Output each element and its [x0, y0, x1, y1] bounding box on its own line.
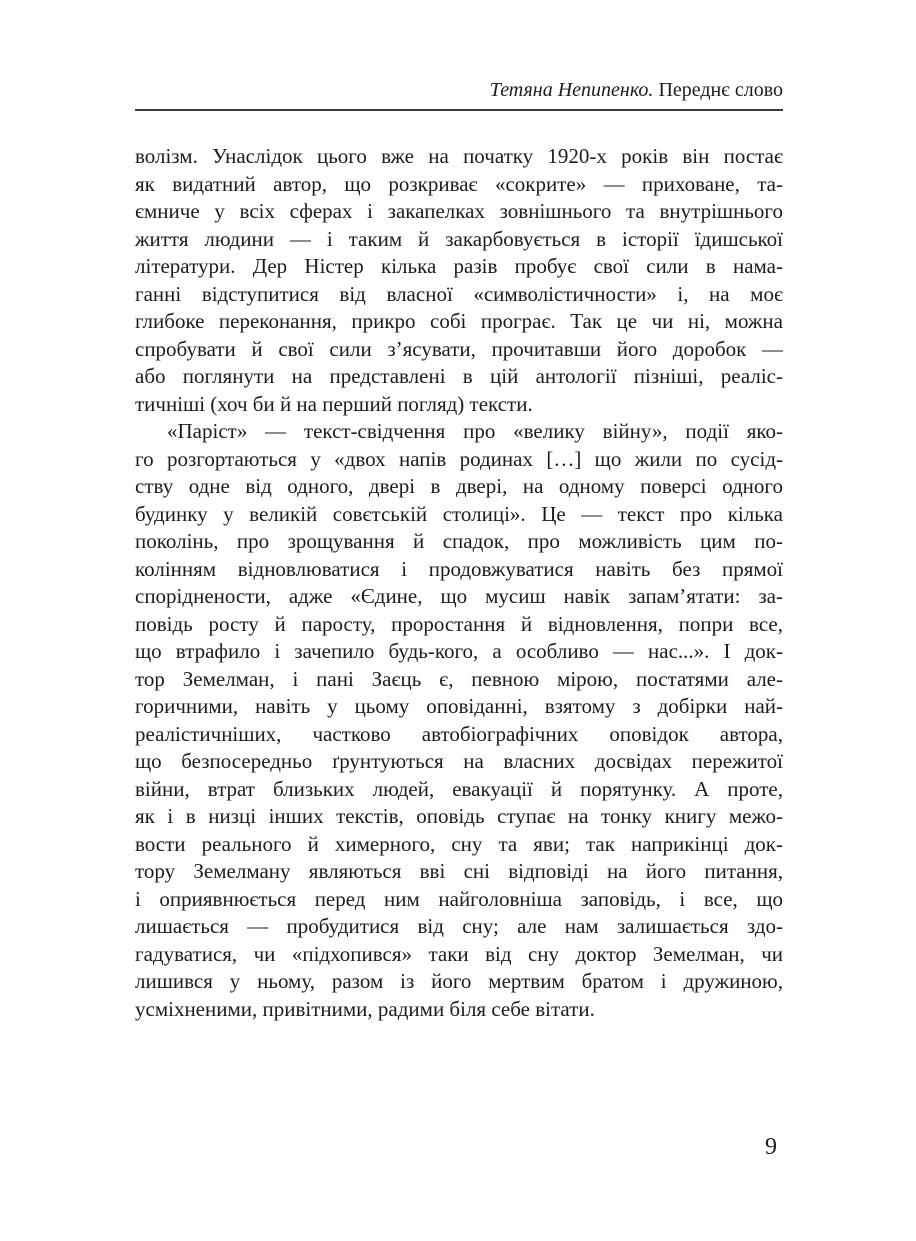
text-line: ганні відступитися від власної «символістичности» і, на моє: [135, 281, 783, 306]
text-line: го розгортаються у «двох напів родинах […] що жили по сусід-: [135, 446, 783, 471]
text-line: гадуватися, чи «підхопився» таки від сну доктор Земелман, чи: [135, 941, 783, 966]
text-line: споріднености, адже «Єдине, що мусиш навік запам’ятати: за-: [135, 584, 783, 608]
text-line: реалістичніших, частково автобіографічних оповідок автора,: [135, 721, 783, 746]
text-line: тичніші (хоч би й на перший погляд) тексти.: [135, 391, 533, 416]
running-header-section-title: Переднє слово: [658, 79, 783, 101]
text-line: колінням відновлюватися і продовжуватися навіть без прямої: [135, 556, 783, 581]
paragraph-parist: [135, 418, 783, 1023]
body-text: [135, 143, 783, 1023]
text-line: лишається — пробудитися від сну; але нам залишається здо-: [135, 914, 783, 938]
paragraph-continuation: [135, 143, 783, 418]
text-line: горичними, навіть у цьому оповіданні, взятому з добірки най-: [135, 694, 783, 718]
text-line: глибоке переконання, прикро собі програє. Так це чи ні, можна: [135, 309, 783, 333]
text-line: тор Земелман, і пані Заєць є, певною мірою, постатями але-: [135, 666, 783, 691]
text-line: життя людини — і таким й закарбовується в історії їдишської: [135, 226, 783, 251]
text-line: вости реального й химерного, сну та яви; так наприкінці док-: [135, 831, 783, 856]
text-line: ству одне від одного, двері в двері, на одному поверсі одного: [135, 474, 783, 498]
text-line: як видатний автор, що розкриває «сокрите» — приховане, та-: [135, 171, 783, 196]
text-line: і оприявнюється перед ним найголовніша заповідь, і все, що: [135, 886, 783, 911]
text-line: як і в низці інших текстів, оповідь ступає на тонку книгу межо-: [135, 804, 783, 828]
text-line: волізм. Унаслідок цього вже на початку 1920-х років він постає: [135, 144, 783, 168]
text-line: усміхненими, привітними, радими біля себе вітати.: [135, 996, 595, 1021]
text-line: літератури. Дер Ністер кілька разів пробує свої сили в нама-: [135, 254, 783, 278]
text-line: тору Земелману являються вві сні відповіді на його питання,: [135, 859, 783, 883]
text-line: будинку у великій совєтській столиці». Це — текст про кілька: [135, 501, 783, 526]
text-line: ємниче у всіх сферах і закапелках зовнішнього та внутрішнього: [135, 199, 783, 223]
page-number: 9: [765, 1134, 777, 1160]
text-line: лишився у ньому, разом із його мертвим братом і дружиною,: [135, 969, 783, 993]
header-rule: [135, 109, 783, 111]
text-line: спробувати й свої сили з’ясувати, прочитавши його доробок —: [135, 336, 783, 361]
text-line: або поглянути на представлені в цій антології пізніші, реаліс-: [135, 364, 783, 388]
text-line: поколінь, про зрощування й спадок, про можливість цим по-: [135, 529, 783, 553]
text-line: повідь росту й паросту, проростання й відновлення, попри все,: [135, 611, 783, 636]
text-line: що безпосередньо ґрунтуються на власних досвідах пережитої: [135, 749, 783, 773]
running-header-author: Тетяна Непипенко.: [489, 79, 654, 101]
running-header: [135, 78, 783, 102]
text-line: «Паріст» — текст-свідчення про «велику війну», події яко-: [167, 419, 783, 443]
text-line: війни, втрат близьких людей, евакуації й порятунку. А проте,: [135, 776, 783, 801]
text-line: що втрафило і зачепило будь-кого, а особливо — нас...». І док-: [135, 639, 783, 663]
